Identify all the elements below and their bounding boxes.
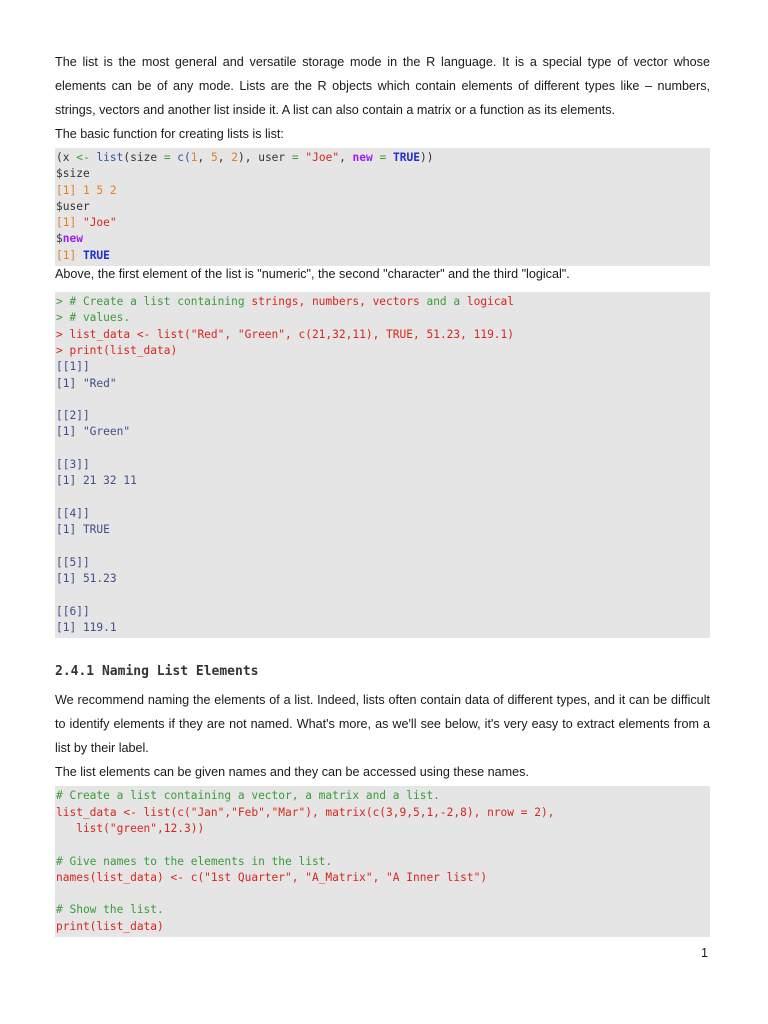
code-output-line: [[4]]	[56, 506, 90, 520]
code-line	[56, 837, 710, 853]
code-output-line	[56, 490, 710, 506]
code-line: (x <- list(size = c(1, 5, 2), user = "Joe", new = TRUE))	[56, 151, 434, 164]
code-output-line	[56, 441, 710, 457]
code-output-line: [1] 119.1	[56, 621, 117, 635]
code-output-line: [1] TRUE	[56, 523, 110, 537]
code-output-line: [1] "Red"	[56, 376, 117, 390]
code-output-line: [[3]]	[56, 458, 90, 472]
code-line: $new	[56, 232, 83, 246]
code-output-line: [1] "Green"	[56, 425, 131, 439]
code-output-line: [[2]]	[56, 409, 90, 423]
code-block-list-creation	[55, 148, 710, 266]
section-paragraph: We recommend naming the elements of a list. Indeed, lists often contain data of different types, and it can be difficult to identify elements if they are not named. What's more, as we'll see below, it's very easy to extract elements from a list by their label.	[55, 693, 710, 756]
code-line: > # values.	[56, 311, 131, 325]
code-line: > list_data <- list("Red", "Green", c(21,32,11), TRUE, 51.23, 119.1)	[56, 327, 515, 341]
section-lead-text: The list elements can be given names and they can be accessed using these names.	[55, 765, 529, 780]
code-line: [1] "Joe"	[56, 216, 117, 230]
code-block-naming	[55, 786, 710, 937]
code-line: list_data <- list(c("Jan","Feb","Mar"), matrix(c(3,9,5,1,-2,8), nrow = 2),	[56, 805, 555, 819]
code-output-line: [[6]]	[56, 604, 90, 618]
code-line: # Create a list containing a vector, a matrix and a list.	[56, 789, 440, 803]
document-page	[55, 50, 710, 937]
intro-paragraph: The list is the most general and versatile storage mode in the R language. It is a special type of vector whose elements can be of any mode. Lists are the R objects which contain elements of different types like – numbers, strings, vectors and another list inside it. A list can also contain a matrix or a function as its elements.	[55, 55, 710, 117]
intro-lead-text: The basic function for creating lists is list:	[55, 127, 284, 141]
code-line: $user	[56, 199, 90, 213]
code-output-line	[56, 587, 710, 603]
code-line	[56, 886, 710, 902]
section-heading: 2.4.1 Naming List Elements	[55, 664, 259, 680]
code-line: [1] TRUE	[56, 248, 110, 262]
code-output-line	[56, 539, 710, 555]
code-line: list("green",12.3))	[56, 821, 205, 835]
code-line: names(list_data) <- c("1st Quarter", "A_Matrix", "A Inner list")	[56, 870, 488, 884]
after-code-paragraph: Above, the first element of the list is "numeric", the second "character" and the third "logical".	[55, 267, 570, 282]
code-line: > print(list_data)	[56, 343, 178, 357]
code-output-line: [[1]]	[56, 360, 90, 374]
code-line: # Give names to the elements in the list.	[56, 854, 333, 868]
code-output-line: [1] 51.23	[56, 572, 117, 586]
code-line: [1] 1 5 2	[56, 183, 117, 197]
code-output-line	[56, 392, 710, 408]
code-output-line: [1] 21 32 11	[56, 474, 137, 488]
code-line: print(list_data)	[56, 919, 164, 933]
code-output-line: [[5]]	[56, 555, 90, 569]
code-line: $size	[56, 167, 90, 181]
code-line: > # Create a list containing strings, numbers, vectors and a logical	[56, 295, 515, 309]
code-line: # Show the list.	[56, 903, 164, 917]
page-number: 1	[700, 946, 708, 960]
code-block-list-data	[55, 292, 710, 638]
